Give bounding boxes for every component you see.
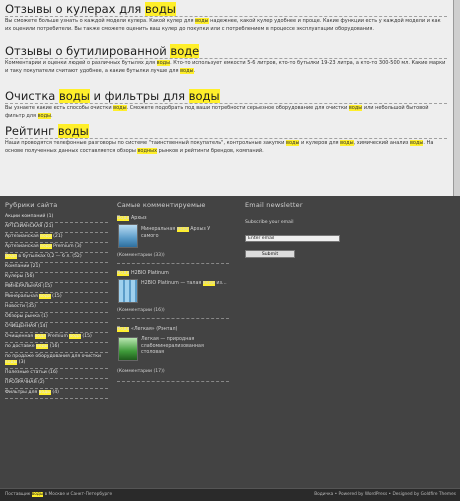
section-rating (5, 124, 447, 155)
card-title[interactable]: Вода «Легкая» (Рэнтал) (117, 327, 178, 332)
rubric-item[interactable]: ОЧИЩЕННАЯ (14) (5, 323, 108, 333)
card-title[interactable]: Вода H2BIO Platinum (117, 271, 169, 276)
submit-button[interactable]: Submit (245, 250, 295, 258)
divider (117, 263, 229, 264)
rubric-item[interactable]: Новости (35) (5, 303, 108, 313)
rubric-item[interactable]: Очищенная вода Premium вода (15) (5, 333, 108, 343)
section-bottled (5, 44, 447, 75)
rubric-item[interactable]: МИНЕРАЛЬНАЯ (15) (5, 283, 108, 293)
rubric-item[interactable]: ПРОЗРАЧНАЯ (2) (5, 379, 108, 389)
rubric-item[interactable]: Кулеры (56) (5, 273, 108, 283)
commented-card[interactable] (117, 270, 230, 322)
card-excerpt: Легкая — природная слабоминерализованная столовая (141, 337, 204, 355)
bottle-thumbnail[interactable] (118, 337, 138, 361)
section-filters (5, 89, 447, 120)
rubrics-title: Рубрики сайта (5, 201, 58, 209)
card-comments-link[interactable]: (Комментарии (16)) (117, 308, 165, 313)
divider (117, 381, 229, 382)
rubric-item[interactable]: Фильтры для воды (4) (5, 389, 108, 399)
scrollbar[interactable] (454, 0, 460, 196)
bottle-thumbnail[interactable] (118, 224, 138, 248)
rubric-item[interactable]: Вода в бутылках 0,2 — 6 л. (52) (5, 253, 108, 263)
divider (117, 318, 229, 319)
newsletter-title: Email newsletter (245, 201, 303, 209)
rubric-item[interactable]: Полезные статьи (16) (5, 369, 108, 379)
bottle-thumbnail[interactable] (118, 279, 138, 303)
rubric-item[interactable]: Артезианская вода (21) (5, 233, 108, 243)
rubrics-list (5, 213, 108, 399)
card-excerpt: H2BIO Platinum — талая вода из... (141, 281, 227, 286)
footer-tagline: Поставщик воды в Москве и Санкт-Петербурге (5, 492, 113, 497)
section-title[interactable]: Отзывы о бутилированной воде (5, 44, 200, 58)
section-text: Вы узнаете какие есть способы очистки воды. Сможете подобрать под ваши потребности серьезное оборудование для очистки воды или небольшой бытовой фильтр для воды. (5, 103, 447, 120)
card-excerpt: Минеральная вода Архыз У самого (141, 227, 211, 239)
email-field[interactable] (245, 235, 340, 242)
section-text: Комментарии и оценки людей о различных бутылях для воды. Кто-то использует емкости 5-6 литров, кто-то бутылки 19-23 литра, а кто-то 300-500 мл. Какие марки и таку покупатели считают удобнее, а какие бутылки лучше для воды. (5, 60, 446, 74)
footer-credits[interactable]: Водичка • Powered by WordPress • Designed by Goldfire Themes (314, 492, 456, 497)
rubric-item[interactable]: АРТЕЗИАНСКАЯ (21) (5, 223, 108, 233)
newsletter-label: Subscribe your email (245, 220, 294, 225)
section-text: Наши проводятся телефонные разговоры по системе "таинственный покупатель", контрольные закупки воды и кулеров для воды, химический анализ воды. На основе полученных данных составляется обзоры водных рынков и рейтинги брендов, компаний. (5, 138, 447, 155)
section-title[interactable]: Очистка воды и фильтры для воды (5, 89, 220, 103)
commented-title: Самые комментируемые (117, 201, 206, 209)
rubric-item[interactable]: Обзоры рынка (1) (5, 313, 108, 323)
articles-panel (0, 0, 454, 196)
rubric-item[interactable]: по доставке воды (16) (5, 343, 108, 353)
card-comments-link[interactable]: (Комментарии (17)) (117, 369, 165, 374)
card-comments-link[interactable]: (Комментарии (33)) (117, 253, 165, 258)
section-text: Вы сможете больше узнать о каждой модели кулера. Какой кулер для воды надежнее, какой кулер удобнее и проще. Какие функции есть у каждой модели и как их оценили потребители. Вы также сможете оценить ваш кулер до покупки или с потреблением в процессе эксплуатации оборудования. (5, 16, 447, 33)
rubric-item[interactable]: Артезианская вода Premium (3) (5, 243, 108, 253)
footer (0, 488, 460, 501)
rubric-item[interactable]: Минеральная вода (15) (5, 293, 108, 303)
card-title[interactable]: Вода Архыз (117, 216, 147, 221)
section-title[interactable]: Рейтинг воды (5, 124, 89, 138)
rubric-item[interactable]: Акции компаний (1) (5, 213, 108, 223)
commented-card[interactable] (117, 215, 230, 267)
widgets-area (0, 196, 460, 500)
section-title[interactable]: Отзывы о кулерах для воды (5, 2, 176, 16)
section-coolers (5, 2, 447, 33)
rubric-item[interactable]: Компании (21) (5, 263, 108, 273)
rubric-item[interactable]: по продаже оборудования для очистки воды (3) (5, 353, 108, 369)
commented-card[interactable] (117, 326, 230, 386)
